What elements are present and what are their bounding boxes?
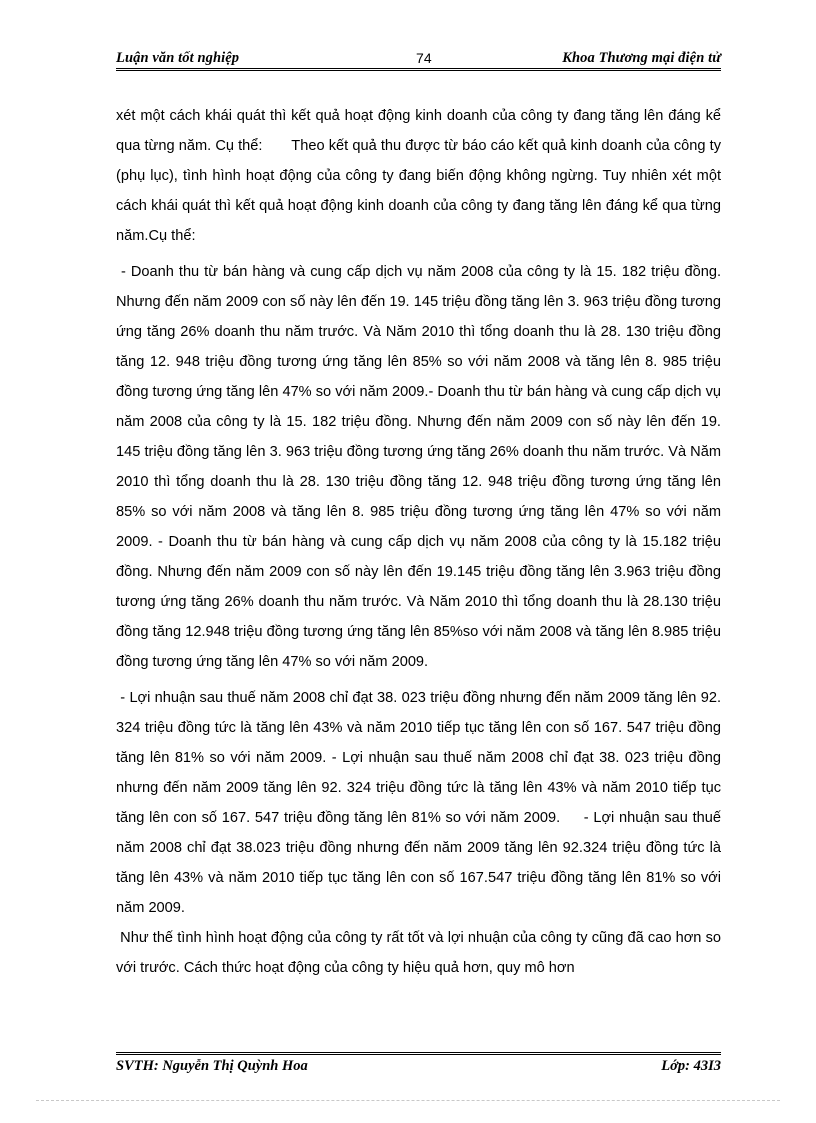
paragraph-revenue: - Doanh thu từ bán hàng và cung cấp dịch vụ năm 2008 của công ty là 15. 182 triệu đồng. Nhưng đến năm 2009 con số này lên đến 19. 145 triệu đồng tăng lên 3. 963 triệu đồng tương ứng tăng 26% doanh thu năm trước. Và Năm 2010 thì tổng doanh thu là 28. 130 triệu đồng tăng 12. 948 triệu đồng tương ứng tăng lên 85% so với năm 2008 và tăng lên 8. 985 triệu đồng tương ứng tăng lên 47% so với năm 2009.- Doanh thu từ bán hàng và cung cấp dịch vụ năm 2008 của công ty là 15. 182 triệu đồng. Nhưng đến năm 2009 con số này lên đến 19. 145 triệu đồng tăng lên 3. 963 triệu đồng tương ứng tăng 26% doanh thu năm trước. Và Năm 2010 thì tổng doanh thu là 28. 130 triệu đồng tăng 12. 948 triệu đồng tương ứng tăng lên 85% so với năm 2008 và tăng lên 8. 985 triệu đồng tương ứng tăng lên 47% so với năm 2009. - Doanh thu từ bán hàng và cung cấp dịch vụ năm 2008 của công ty là 15.182 triệu đồng. Nhưng đến năm 2009 con số này lên đến 19.145 triệu đồng tăng lên 3.963 triệu đồng tương ứng tăng 26% doanh thu năm trước. Và Năm 2010 thì tổng doanh thu là 28.130 triệu đồng tăng 12.948 triệu đồng tương ứng tăng lên 85%so với năm 2008 và tăng lên 8.985 triệu đồng tương ứng tăng lên 47% so với năm 2009.	[116, 264, 721, 670]
header-thesis-title: Luận văn tốt nghiệp	[116, 50, 240, 66]
footer-rule	[116, 1052, 721, 1055]
paragraph-overview: xét một cách khái quát thì kết quả hoạt động kinh doanh của công ty đang tăng lên đáng kể qua từng năm. Cụ thể: Theo kết quả thu được từ báo cáo kết quả kinh doanh của công ty (phụ lục), tình hình hoạt động của công ty đang biến động không ngừng. Tuy nhiên xét một cách khái quát thì kết quả hoạt động kinh doanh của công ty đang tăng lên đáng kể qua từng năm.Cụ thể:	[116, 108, 721, 244]
header-faculty: Khoa Thương mại điện tử	[562, 50, 721, 66]
page-header	[116, 50, 721, 68]
paragraph-profit: - Lợi nhuận sau thuế năm 2008 chỉ đạt 38. 023 triệu đồng nhưng đến năm 2009 tăng lên 92. 324 triệu đồng tức là tăng lên 43% và năm 2010 tiếp tục tăng lên con số 167. 547 triệu đồng tăng lên 81% so với năm 2009. - Lợi nhuận sau thuế năm 2008 chỉ đạt 38. 023 triệu đồng nhưng đến năm 2009 tăng lên 92. 324 triệu đồng tức là tăng lên 43% và năm 2010 tiếp tục tăng lên con số 167. 547 triệu đồng tăng lên 81% so với năm 2009. - Lợi nhuận sau thuế năm 2008 chỉ đạt 38.023 triệu đồng nhưng đến năm 2009 tăng lên 92.324 triệu đồng tức là tăng lên 43% và năm 2010 tiếp tục tăng lên con số 167.547 triệu đồng tăng lên 81% so với năm 2009.	[116, 690, 721, 916]
page-break-line	[36, 1100, 780, 1101]
page-footer	[116, 1058, 721, 1076]
header-page-number: 74	[416, 50, 432, 66]
footer-class: Lớp: 43I3	[661, 1058, 721, 1074]
header-rule	[116, 68, 721, 71]
document-body	[116, 101, 721, 1046]
footer-student-name: SVTH: Nguyễn Thị Quỳnh Hoa	[116, 1058, 308, 1074]
paragraph-conclusion: Như thế tình hình hoạt động của công ty rất tốt và lợi nhuận của công ty cũng đã cao hơn so với trước. Cách thức hoạt động của công ty hiệu quả hơn, quy mô hơn	[116, 930, 721, 976]
